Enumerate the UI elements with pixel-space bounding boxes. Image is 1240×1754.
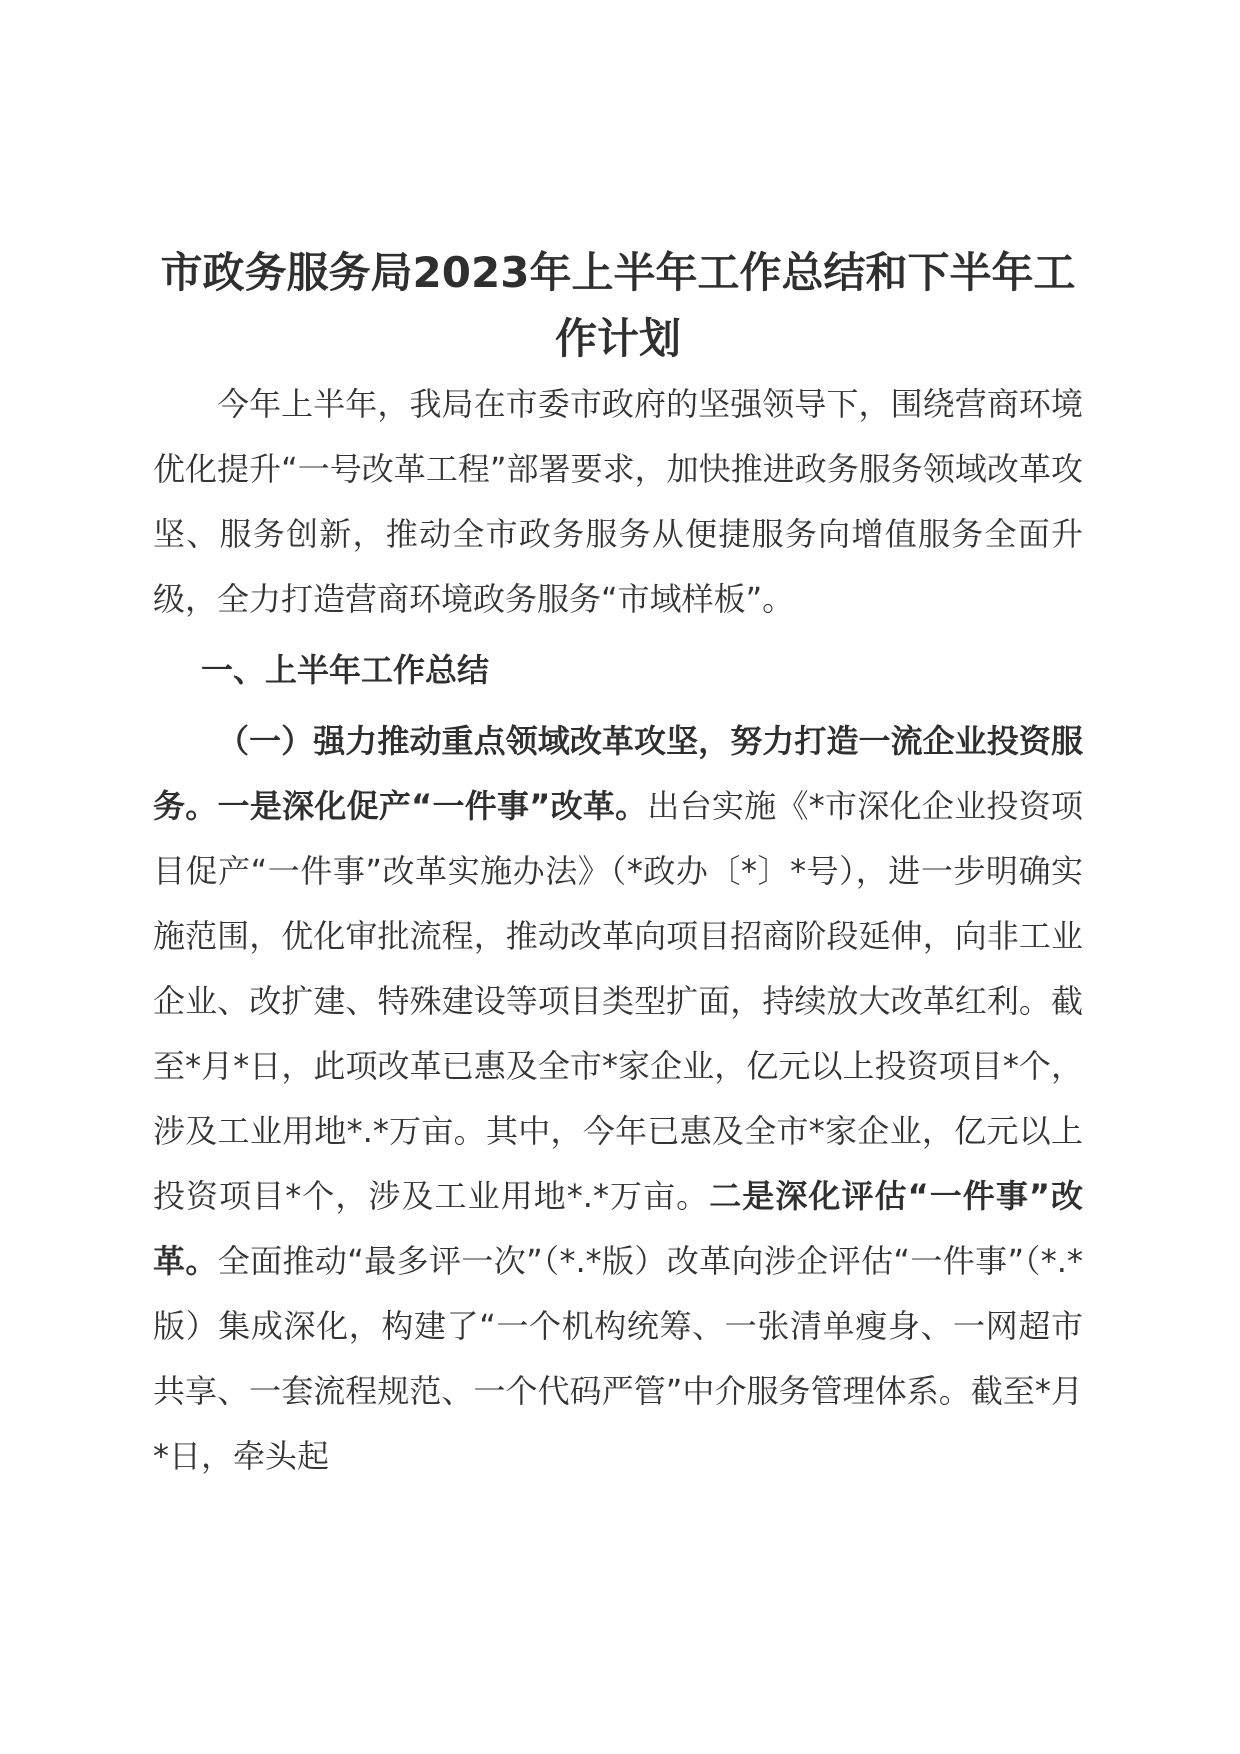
point1-label: 一是深化促产“一件事”改革。 — [217, 787, 648, 825]
subsection-paragraph — [153, 709, 1083, 1489]
point2-label: 二是深化评估“一件事”改革。 — [153, 1177, 1083, 1280]
document-title: 市政务服务局2023年上半年工作总结和下半年工作计划 — [160, 248, 1076, 363]
point2-text: 全面推动“最多评一次”（*.*版）改革向涉企评估“一件事”（*.*版）集成深化，构建了“一个机构统筹、一张清单瘦身、一网超市共享、一套流程规范、一个代码严管”中介服务管理体系。截至*月*日，牵头起 — [153, 1242, 1083, 1475]
point1-text: 出台实施《*市深化企业投资项目促产“一件事”改革实施办法》（*政办〔*〕*号），进一步明确实施范围，优化审批流程，推动改革向项目招商阶段延伸，向非工业企业、改扩建、特殊建设等项目类型扩面，持续放大改革红利。截至*月*日，此项改革已惠及全市*家企业，亿元以上投资项目*个，涉及工业用地*.*万亩。其中，今年已惠及全市*家企业，亿元以上投资项目*个，涉及工业用地*.*万亩。 — [153, 787, 1083, 1215]
document-body — [153, 240, 1083, 1489]
subsection-heading: （一）强力推动重点领域改革攻坚，努力打造一流企业投资服务。 — [153, 722, 1083, 825]
intro-paragraph: 今年上半年，我局在市委市政府的坚强领导下，围绕营商环境优化提升“一号改革工程”部署要求，加快推进政务服务领域改革攻坚、服务创新，推动全市政务服务从便捷服务向增值服务全面升级，全力打造营商环境政务服务“市域样板”。 — [153, 385, 1083, 618]
section-heading: 一、上半年工作总结 — [201, 651, 490, 689]
